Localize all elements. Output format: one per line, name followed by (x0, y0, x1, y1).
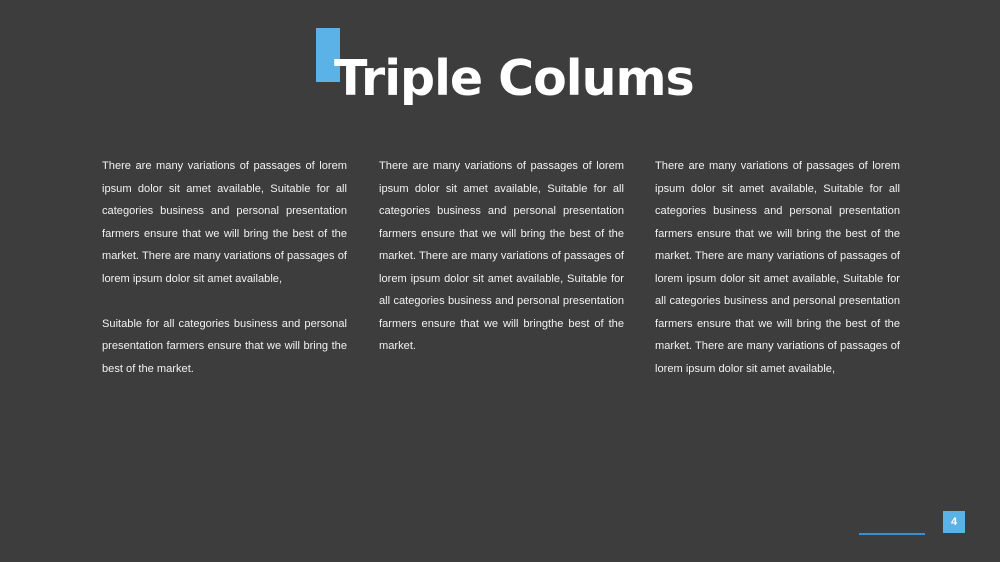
column-3-paragraph-1: There are many variations of passages of lorem ipsum dolor sit amet available, Suitable for all categories business and personal presentation farmers ensure that we will bring the best of the market. There are many variations of passages of lorem ipsum dolor sit amet available, Suitable for all categories business and personal presentation farmers ensure that we will bring the best of the market. There are many variations of passages of lorem ipsum dolor sit amet available, (655, 160, 900, 375)
footer-divider (859, 533, 925, 535)
text-column-3 (655, 155, 900, 380)
text-column-1 (102, 155, 347, 380)
page-number-badge: 4 (943, 511, 965, 533)
slide-title: Triple Colums (334, 50, 694, 107)
column-2-paragraph-1: There are many variations of passages of lorem ipsum dolor sit amet available, Suitable for all categories business and personal presentation farmers ensure that we will bring the best of the market. There are many variations of passages of lorem ipsum dolor sit amet available, Suitable for all categories business and personal presentation farmers ensure that we will bringthe best of the market. (379, 160, 624, 352)
column-1-paragraph-2: Suitable for all categories business and personal presentation farmers ensure that we will bring the best of the market. (102, 317, 347, 375)
text-column-2 (379, 155, 624, 358)
column-1-paragraph-1: There are many variations of passages of lorem ipsum dolor sit amet available, Suitable for all categories business and personal presentation farmers ensure that we will bring the best of the market. There are many variations of passages of lorem ipsum dolor sit amet available, (102, 160, 347, 285)
